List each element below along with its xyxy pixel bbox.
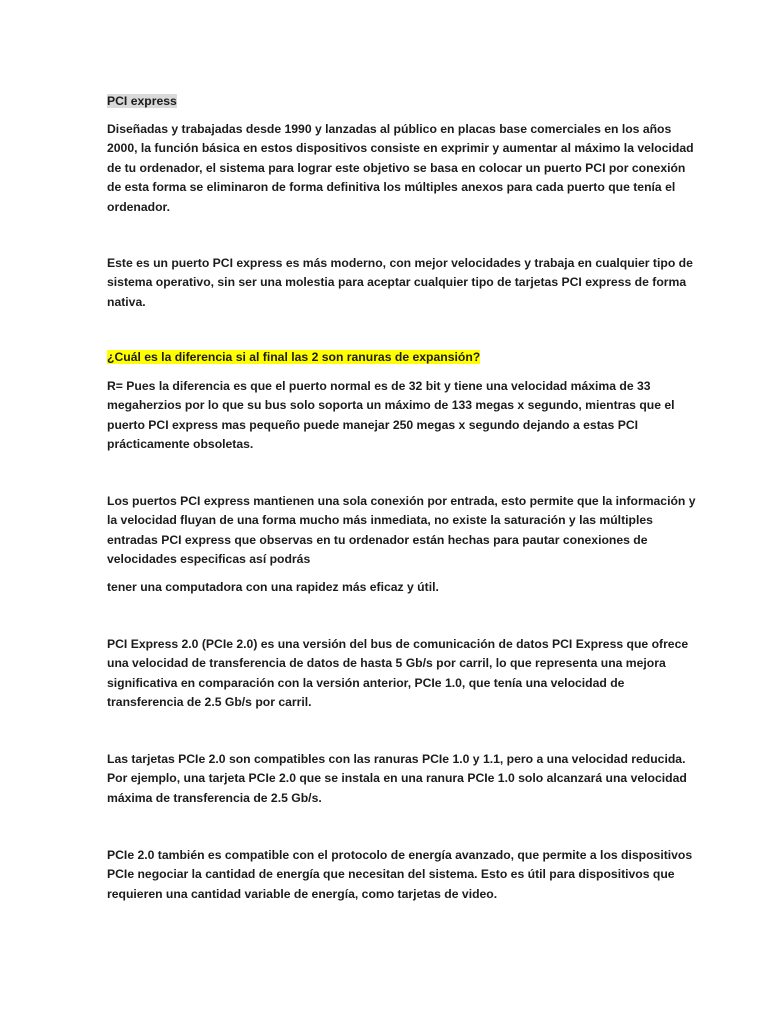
question-heading [107,348,697,367]
paragraph-compatibility: Las tarjetas PCIe 2.0 son compatibles con las ranuras PCIe 1.0 y 1.1, pero a una velocidad reducida. Por ejemplo, una tarjeta PCIe 2.0 que se instala en una ranura PCIe 1.0 solo alcanzará una velocidad máxima de transferencia de 2.5 Gb/s. [107,752,687,805]
paragraph-answer: R= Pues la diferencia es que el puerto normal es de 32 bit y tiene una velocidad máxima de 33 megaherzios por lo que su bus solo soporta un máximo de 133 megas x segundo, mientras que el puerto PCI express mas pequeño puede manejar 250 megas x segundo dejando a estas PCI prácticamente obsoletas. [107,379,675,452]
paragraph-connections: Los puertos PCI express mantienen una sola conexión por entrada, esto permite que la información y la velocidad fluyan de una forma mucho más inmediata, no existe la saturación y las múltiples entradas PCI express que observas en tu ordenador están hechas para pautar conexiones de velocidades especificas así podrás [107,494,696,567]
paragraph-continuation: tener una computadora con una rapidez más eficaz y útil. [107,580,439,594]
paragraph-history: Diseñadas y trabajadas desde 1990 y lanzadas al público en placas base comerciales en los años 2000, la función básica en estos dispositivos consiste en exprimir y aumentar al máximo la velocidad de tu ordenador, el sistema para lograr este objetivo se basa en colocar un puerto PCI por conexión de esta forma se eliminaron de forma definitiva los múltiples anexos para cada puerto que tenía el ordenador. [107,122,694,214]
question-highlight: ¿Cuál es la diferencia si al final las 2 son ranuras de expansión? [107,350,481,364]
document-heading [107,92,697,111]
paragraph-pcie2: PCI Express 2.0 (PCIe 2.0) es una versión del bus de comunicación de datos PCI Express que ofrece una velocidad de transferencia de datos de hasta 5 Gb/s por carril, lo que representa una mejora significativa en comparación con la versión anterior, PCIe 1.0, que tenía una velocidad de transferencia de 2.5 Gb/s por carril. [107,637,689,710]
paragraph-modern-port: Este es un puerto PCI express es más moderno, con mejor velocidades y trabaja en cualquier tipo de sistema operativo, sin ser una molestia para aceptar cualquier tipo de tarjetas PCI express de forma nativa. [107,256,693,309]
paragraph-power: PCIe 2.0 también es compatible con el protocolo de energía avanzado, que permite a los dispositivos PCIe negociar la cantidad de energía que necesitan del sistema. Esto es útil para dispositivos que requieren una cantidad variable de energía, como tarjetas de video. [107,848,693,901]
heading-highlight: PCI express [107,94,177,108]
